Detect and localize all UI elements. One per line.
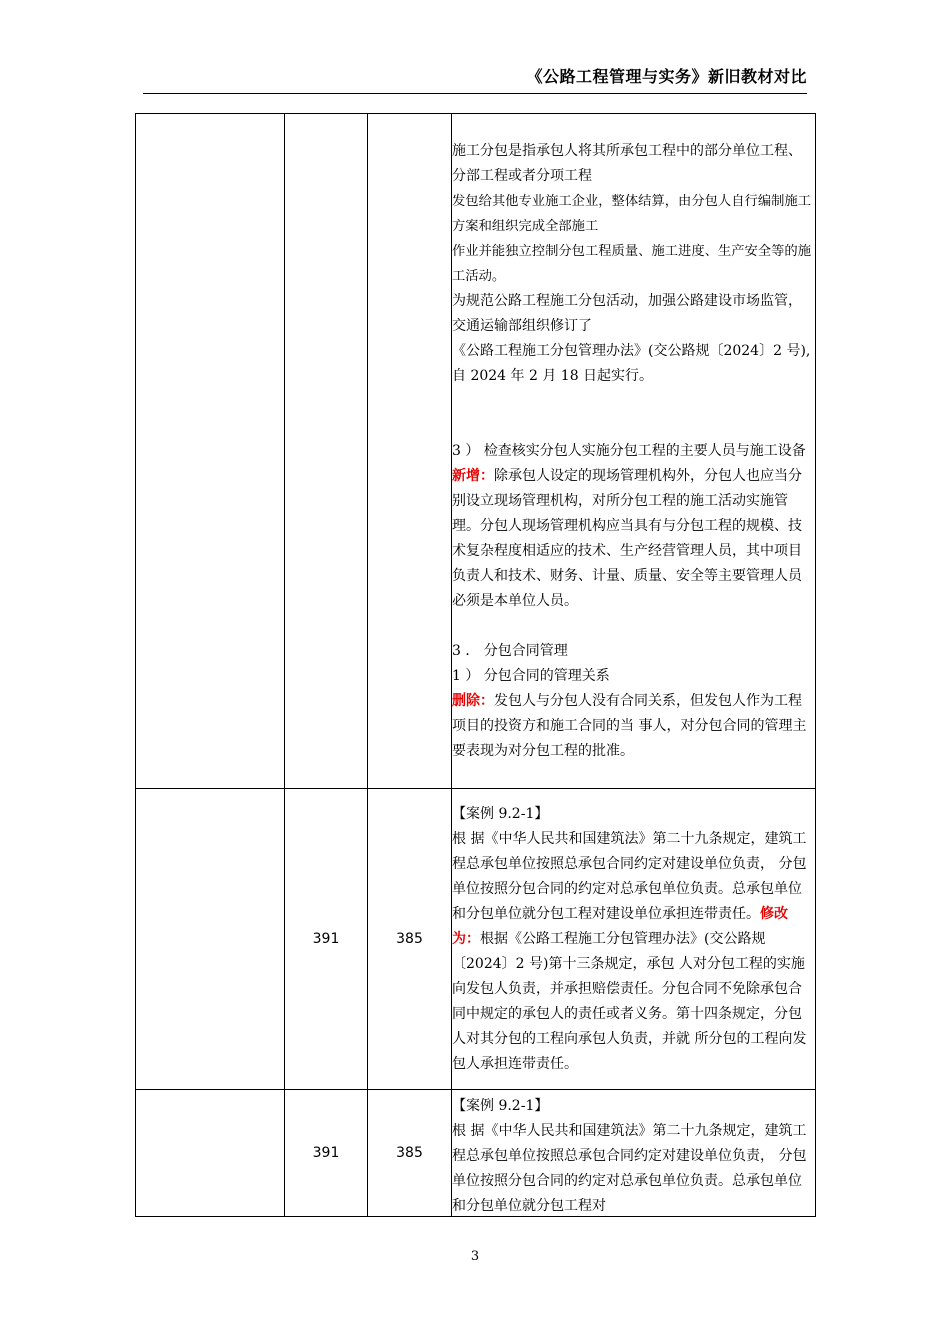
header-divider: [143, 93, 807, 94]
old-page-cell: 385: [368, 789, 452, 1090]
table-row: [136, 114, 816, 789]
paragraph: 发包给其他专业施工企业，整体结算，由分包人自行编制施工方案和组织完成全部施工: [452, 193, 812, 234]
paragraph: 为规范公路工程施工分包活动，加强公路建设市场监管，交通运输部组织修订了: [452, 292, 802, 334]
comparison-table: [135, 113, 816, 1217]
page-number: 3: [470, 1249, 480, 1264]
paragraph-text: 除承包人设定的现场管理机构外，分包人也应当分别设立现场管理机构，对所分包工程的施工活动实施管理。分包人现场管理机构应当具有与分包工程的规模、技术复杂程度相适应的技术、生产经营管理人员，其中项目负责人和技术、财务、计量、质量、安全等主要管理人员必须是本单位人员。: [452, 467, 802, 609]
paragraph: 【案例 9.2-1】: [452, 1097, 549, 1114]
content-cell: [452, 789, 816, 1090]
paragraph-text: 根 据《中华人民共和国建筑法》第二十九条规定，建筑工程总承包单位按照总承包合同约定对建设单位负责， 分包单位按照分包合同的约定对总承包单位负责。总承包单位和分包单位就分包工程对建设单位承担连带责任。: [452, 830, 807, 922]
deleted-label: 删除：: [452, 692, 494, 709]
paragraph: 作业并能独立控制分包工程质量、施工进度、生产安全等的施工活动。: [452, 243, 812, 284]
paragraph: 施工分包是指承包人将其所承包工程中的部分单位工程、分部工程或者分项工程: [452, 142, 802, 184]
old-page-cell: 385: [368, 1090, 452, 1217]
document-header-title: 《公路工程管理与实务》新旧教材对比: [526, 67, 807, 86]
table-row: [136, 1090, 816, 1217]
paragraph: [452, 439, 815, 614]
spacer: [452, 614, 815, 639]
content-cell: [452, 1090, 816, 1217]
category-cell: [136, 789, 285, 1090]
new-page-cell: 391: [285, 789, 368, 1090]
new-page-cell: 391: [285, 1090, 368, 1217]
paragraph: 【案例 9.2-1】: [452, 805, 549, 822]
spacer: [452, 389, 815, 414]
paragraph: 3 ． 分包合同管理: [452, 642, 568, 659]
category-cell: [136, 1090, 285, 1217]
paragraph: 根 据《中华人民共和国建筑法》第二十九条规定，建筑工程总承包单位按照总承包合同约定对建设单位负责， 分包单位按照分包合同的约定对总承包单位负责。总承包单位和分包单位就分包工程对: [452, 1122, 807, 1214]
paragraph-text: 根据《公路工程施工分包管理办法》(交公路规〔2024〕2 号)第十三条规定，承包 人对分包工程的实施向发包人负责，并承担赔偿责任。分包合同不免除承包合同中规定的承包人的责任或者义务。第十四条规定，分包人对其分包的工程向承包人负责，并就 所分包的工程向发包人承担连带责任。: [452, 930, 807, 1072]
paragraph-text: 发包人与分包人没有合同关系，但发包人作为工程项目的投资方和施工合同的当 事人，对分包合同的管理主要表现为对分包工程的批准。: [452, 692, 807, 759]
content-cell: [452, 114, 816, 789]
category-cell: [136, 114, 285, 789]
table-row: [136, 789, 816, 1090]
added-label: 新增：: [452, 467, 494, 484]
spacer: [452, 414, 815, 439]
content-clip: [452, 1094, 815, 1215]
paragraph: [452, 827, 815, 1077]
paragraph: 1 ） 分包合同的管理关系: [452, 667, 610, 684]
modified-label: 修改为：: [452, 905, 788, 947]
paragraph: 《公路工程施工分包管理办法》(交公路规〔2024〕2 号),自 2024 年 2 月 18 日起实行。: [452, 342, 811, 384]
paragraph: [452, 689, 815, 764]
paragraph-text: 3 ） 检查核实分包人实施分包工程的主要人员与施工设备: [452, 442, 806, 459]
new-page-cell: [285, 114, 368, 789]
old-page-cell: [368, 114, 452, 789]
